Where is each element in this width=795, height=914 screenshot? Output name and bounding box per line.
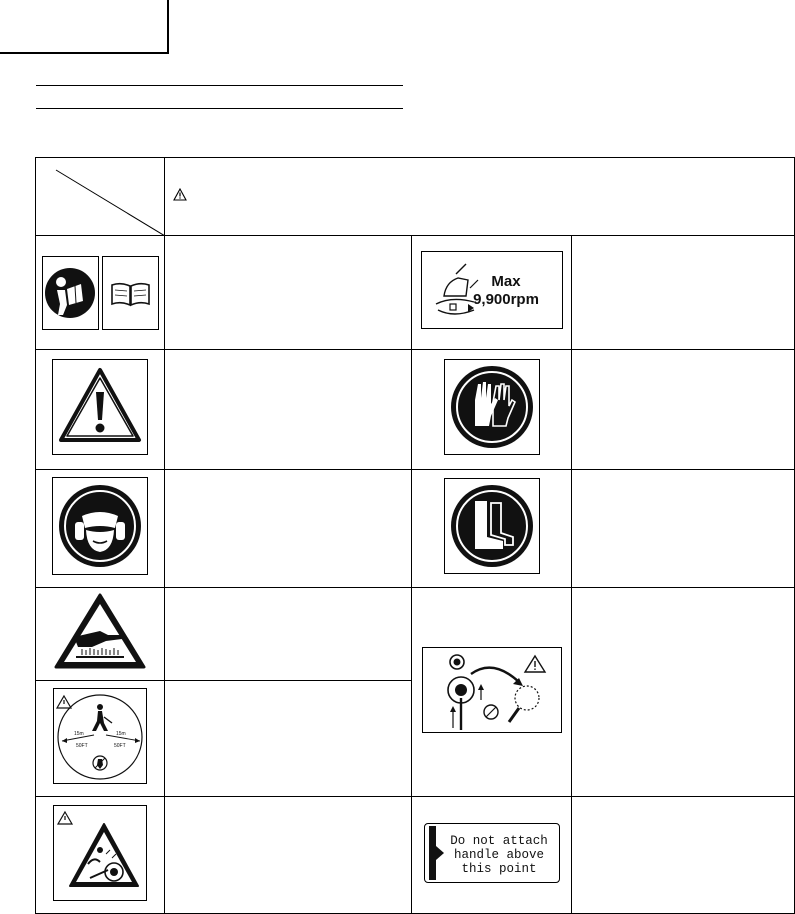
symbol-cell-read-manual [36,236,165,350]
blade-inspection-icon [422,647,562,733]
svg-text:15m: 15m [116,731,126,737]
svg-text:15m: 15m [74,731,84,737]
page-tab-box [0,0,169,54]
handle-point-icon [424,823,560,883]
exclamation-triangle-icon [52,359,148,455]
bystander-distance-icon [53,688,147,784]
header-diagonal-line [36,158,165,236]
table-row [36,236,795,350]
symbol-cell-thrown-objects [36,797,165,914]
gloves-icon [444,359,540,455]
description-cell [572,236,795,350]
description-cell [572,797,795,914]
symbol-cell-eye-ear [36,470,165,588]
svg-text:50FT: 50FT [114,743,126,749]
table-row [36,470,795,588]
svg-text:50FT: 50FT [76,743,88,749]
eye-ear-protection-icon [52,477,148,575]
heading-rule-bottom [36,108,403,109]
description-cell [572,588,795,797]
warning-triangle-icon [173,188,187,206]
cutter-rotation-icon [421,251,563,329]
max-rpm-label-line1: Max [490,273,521,290]
max-rpm-label-line2: 9,900rpm [472,291,539,308]
description-cell [572,470,795,588]
heading-rule-top [36,85,403,86]
description-cell [165,236,412,350]
hot-surface-icon [52,591,148,673]
table-row [36,797,795,914]
safety-symbols-table [35,157,795,914]
description-cell [572,350,795,470]
symbol-cell-blade-inspect [412,588,572,797]
handle-label-line3: this point [460,861,537,876]
table-header-row [36,158,795,236]
description-cell [165,681,412,797]
person-reading-icon [42,256,99,330]
description-cell [165,350,412,470]
handle-label-line2: handle above [453,847,544,862]
symbol-cell-caution [36,350,165,470]
symbol-cell-gloves [412,350,572,470]
description-cell [165,470,412,588]
description-cell [165,797,412,914]
symbol-cell-max-rpm [412,236,572,350]
symbol-cell-hot-surface [36,588,165,681]
thrown-objects-icon [53,805,147,901]
handle-label-line1: Do not attach [449,833,548,848]
symbol-cell-distance [36,681,165,797]
header-corner-cell [36,158,165,236]
table-row [36,588,795,681]
symbol-cell-handle-point [412,797,572,914]
table-row [36,350,795,470]
symbol-cell-boots [412,470,572,588]
open-book-icon [102,256,159,330]
header-caption-cell [165,158,795,236]
description-cell [165,588,412,681]
safety-boots-icon [444,478,540,574]
